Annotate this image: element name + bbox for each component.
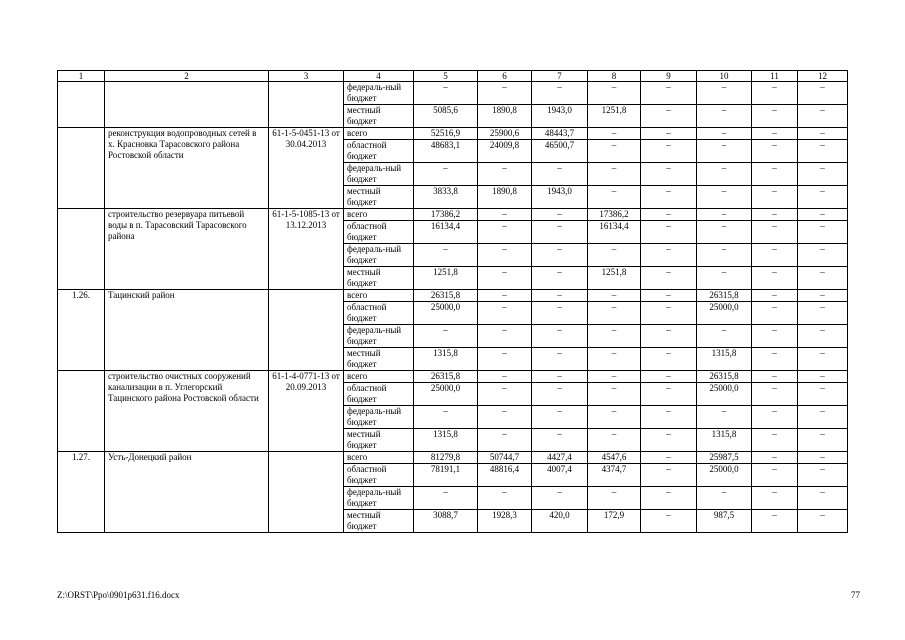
expertise-code: 61-1-5-0451-13 от 30.04.2013: [269, 128, 344, 209]
amount-cell: –: [641, 267, 697, 290]
amount-cell: 26315,8: [697, 290, 752, 302]
amount-cell: –: [798, 105, 848, 128]
funding-source-label: федераль-ный бюджет: [344, 406, 414, 429]
amount-cell: –: [414, 163, 478, 186]
amount-cell: 25000,0: [697, 464, 752, 487]
table-row: [58, 452, 848, 464]
amount-cell: –: [697, 82, 752, 105]
amount-cell: –: [478, 371, 532, 383]
amount-cell: –: [532, 429, 588, 452]
amount-cell: 25000,0: [697, 383, 752, 406]
amount-cell: 4547,6: [588, 452, 641, 464]
amount-cell: –: [697, 186, 752, 209]
amount-cell: 1315,8: [414, 348, 478, 371]
amount-cell: –: [478, 163, 532, 186]
amount-cell: –: [752, 128, 798, 140]
amount-cell: –: [588, 406, 641, 429]
amount-cell: 1928,3: [478, 510, 532, 533]
amount-cell: –: [752, 221, 798, 244]
column-header: 12: [798, 71, 848, 82]
funding-source-label: всего: [344, 290, 414, 302]
amount-cell: –: [752, 82, 798, 105]
funding-source-label: федераль-ный бюджет: [344, 244, 414, 267]
amount-cell: –: [798, 452, 848, 464]
amount-cell: –: [588, 140, 641, 163]
amount-cell: 26315,8: [414, 290, 478, 302]
amount-cell: –: [798, 429, 848, 452]
amount-cell: –: [752, 105, 798, 128]
amount-cell: –: [641, 383, 697, 406]
amount-cell: –: [641, 429, 697, 452]
column-header: 11: [752, 71, 798, 82]
amount-cell: –: [752, 186, 798, 209]
amount-cell: –: [588, 290, 641, 302]
funding-source-label: областной бюджет: [344, 383, 414, 406]
column-header: 10: [697, 71, 752, 82]
amount-cell: –: [588, 348, 641, 371]
table-body: [58, 71, 848, 533]
amount-cell: –: [414, 325, 478, 348]
amount-cell: –: [798, 267, 848, 290]
amount-cell: –: [588, 302, 641, 325]
amount-cell: –: [752, 348, 798, 371]
amount-cell: –: [478, 325, 532, 348]
amount-cell: –: [588, 128, 641, 140]
amount-cell: 4427,4: [532, 452, 588, 464]
amount-cell: –: [532, 302, 588, 325]
amount-cell: –: [532, 244, 588, 267]
amount-cell: 1943,0: [532, 186, 588, 209]
amount-cell: –: [641, 105, 697, 128]
amount-cell: 1251,8: [414, 267, 478, 290]
object-name: [105, 82, 269, 128]
amount-cell: –: [798, 186, 848, 209]
amount-cell: –: [697, 487, 752, 510]
table-row: [58, 371, 848, 383]
amount-cell: –: [588, 383, 641, 406]
amount-cell: 1315,8: [697, 348, 752, 371]
amount-cell: –: [697, 128, 752, 140]
amount-cell: –: [752, 209, 798, 221]
amount-cell: 5085,6: [414, 105, 478, 128]
amount-cell: –: [798, 82, 848, 105]
amount-cell: –: [798, 325, 848, 348]
amount-cell: –: [697, 105, 752, 128]
amount-cell: –: [478, 209, 532, 221]
funding-source-label: всего: [344, 452, 414, 464]
amount-cell: –: [697, 163, 752, 186]
amount-cell: 25000,0: [697, 302, 752, 325]
amount-cell: –: [532, 348, 588, 371]
amount-cell: –: [588, 429, 641, 452]
funding-source-label: федераль-ный бюджет: [344, 325, 414, 348]
column-header: 5: [414, 71, 478, 82]
amount-cell: 50744,7: [478, 452, 532, 464]
expertise-code: [269, 82, 344, 128]
amount-cell: 3833,8: [414, 186, 478, 209]
amount-cell: –: [532, 487, 588, 510]
amount-cell: –: [641, 140, 697, 163]
amount-cell: –: [752, 290, 798, 302]
document-path: Z:\ORST\Ppo\0901p631.f16.docx: [57, 590, 180, 600]
amount-cell: 420,0: [532, 510, 588, 533]
expertise-code: [269, 452, 344, 533]
amount-cell: 81279,8: [414, 452, 478, 464]
funding-source-label: федераль-ный бюджет: [344, 163, 414, 186]
amount-cell: 172,9: [588, 510, 641, 533]
amount-cell: –: [641, 290, 697, 302]
amount-cell: –: [697, 140, 752, 163]
funding-source-label: местный бюджет: [344, 105, 414, 128]
amount-cell: 25900,6: [478, 128, 532, 140]
amount-cell: 987,5: [697, 510, 752, 533]
page-number: 77: [851, 590, 860, 600]
amount-cell: 16134,4: [588, 221, 641, 244]
column-number-row: [58, 71, 848, 82]
amount-cell: –: [798, 128, 848, 140]
column-header: 7: [532, 71, 588, 82]
amount-cell: –: [697, 209, 752, 221]
funding-source-label: федераль-ный бюджет: [344, 82, 414, 105]
amount-cell: –: [478, 267, 532, 290]
amount-cell: 1251,8: [588, 267, 641, 290]
column-header: 1: [58, 71, 105, 82]
item-number: [58, 82, 105, 128]
amount-cell: –: [752, 371, 798, 383]
amount-cell: –: [532, 325, 588, 348]
amount-cell: –: [697, 221, 752, 244]
amount-cell: 48443,7: [532, 128, 588, 140]
table-row: [58, 82, 848, 105]
amount-cell: –: [641, 209, 697, 221]
amount-cell: –: [478, 348, 532, 371]
amount-cell: –: [798, 464, 848, 487]
amount-cell: 26315,8: [414, 371, 478, 383]
amount-cell: 4374,7: [588, 464, 641, 487]
amount-cell: –: [697, 244, 752, 267]
amount-cell: –: [478, 82, 532, 105]
amount-cell: –: [641, 348, 697, 371]
amount-cell: 24009,8: [478, 140, 532, 163]
object-name: реконструкция водопроводных сетей в х. Красновка Тарасовского района Ростовской области: [105, 128, 269, 209]
funding-source-label: местный бюджет: [344, 348, 414, 371]
column-header: 4: [344, 71, 414, 82]
column-header: 8: [588, 71, 641, 82]
funding-source-label: всего: [344, 209, 414, 221]
column-header: 9: [641, 71, 697, 82]
amount-cell: –: [752, 244, 798, 267]
amount-cell: 25987,5: [697, 452, 752, 464]
amount-cell: –: [588, 325, 641, 348]
amount-cell: –: [752, 163, 798, 186]
amount-cell: –: [588, 163, 641, 186]
amount-cell: 52516,9: [414, 128, 478, 140]
amount-cell: –: [752, 140, 798, 163]
amount-cell: –: [798, 487, 848, 510]
amount-cell: –: [532, 371, 588, 383]
amount-cell: –: [478, 221, 532, 244]
amount-cell: –: [641, 244, 697, 267]
item-number: [58, 209, 105, 290]
amount-cell: 3088,7: [414, 510, 478, 533]
amount-cell: –: [697, 267, 752, 290]
expertise-code: 61-1-5-1085-13 от 13.12.2013: [269, 209, 344, 290]
amount-cell: –: [478, 302, 532, 325]
funding-source-label: всего: [344, 128, 414, 140]
amount-cell: –: [641, 510, 697, 533]
amount-cell: 1890,8: [478, 105, 532, 128]
amount-cell: –: [414, 487, 478, 510]
amount-cell: 25000,0: [414, 383, 478, 406]
amount-cell: –: [798, 244, 848, 267]
amount-cell: 4007,4: [532, 464, 588, 487]
amount-cell: –: [478, 429, 532, 452]
funding-source-label: местный бюджет: [344, 429, 414, 452]
amount-cell: –: [478, 406, 532, 429]
amount-cell: –: [478, 290, 532, 302]
item-number: 1.26.: [58, 290, 105, 371]
funding-source-label: всего: [344, 371, 414, 383]
column-header: 6: [478, 71, 532, 82]
table-row: [58, 290, 848, 302]
table-row: [58, 209, 848, 221]
amount-cell: –: [798, 140, 848, 163]
funding-source-label: областной бюджет: [344, 302, 414, 325]
amount-cell: 46500,7: [532, 140, 588, 163]
amount-cell: 1251,8: [588, 105, 641, 128]
amount-cell: –: [532, 267, 588, 290]
amount-cell: –: [532, 290, 588, 302]
amount-cell: –: [641, 82, 697, 105]
amount-cell: –: [752, 267, 798, 290]
expertise-code: [269, 290, 344, 371]
amount-cell: –: [798, 209, 848, 221]
object-name: Тацинский район: [105, 290, 269, 371]
amount-cell: 16134,4: [414, 221, 478, 244]
amount-cell: 17386,2: [588, 209, 641, 221]
amount-cell: –: [588, 82, 641, 105]
amount-cell: –: [752, 325, 798, 348]
amount-cell: 48816,4: [478, 464, 532, 487]
funding-source-label: областной бюджет: [344, 221, 414, 244]
amount-cell: –: [588, 244, 641, 267]
amount-cell: –: [478, 383, 532, 406]
amount-cell: –: [752, 406, 798, 429]
amount-cell: 1315,8: [697, 429, 752, 452]
object-name: строительство очистных сооружений канализации в п. Углегорский Тацинского района Ростовской области: [105, 371, 269, 452]
amount-cell: –: [697, 325, 752, 348]
amount-cell: –: [532, 383, 588, 406]
amount-cell: –: [641, 163, 697, 186]
amount-cell: –: [641, 186, 697, 209]
amount-cell: –: [641, 452, 697, 464]
funding-source-label: местный бюджет: [344, 186, 414, 209]
table-row: [58, 128, 848, 140]
budget-table: [57, 70, 848, 533]
amount-cell: –: [478, 244, 532, 267]
amount-cell: –: [588, 371, 641, 383]
amount-cell: 1890,8: [478, 186, 532, 209]
amount-cell: –: [798, 371, 848, 383]
amount-cell: 26315,8: [697, 371, 752, 383]
amount-cell: –: [532, 163, 588, 186]
amount-cell: –: [752, 510, 798, 533]
amount-cell: –: [641, 221, 697, 244]
amount-cell: –: [641, 487, 697, 510]
funding-source-label: федераль-ный бюджет: [344, 487, 414, 510]
object-name: строительство резервуара питьевой воды в п. Тарасовский Тарасовского района: [105, 209, 269, 290]
item-number: 1.27.: [58, 452, 105, 533]
amount-cell: –: [798, 302, 848, 325]
amount-cell: –: [414, 406, 478, 429]
amount-cell: –: [798, 163, 848, 186]
amount-cell: –: [532, 82, 588, 105]
amount-cell: –: [752, 452, 798, 464]
amount-cell: –: [641, 406, 697, 429]
object-name: Усть-Донецкий район: [105, 452, 269, 533]
amount-cell: –: [697, 406, 752, 429]
amount-cell: –: [798, 221, 848, 244]
amount-cell: 1315,8: [414, 429, 478, 452]
amount-cell: –: [414, 244, 478, 267]
amount-cell: –: [752, 429, 798, 452]
amount-cell: 78191,1: [414, 464, 478, 487]
amount-cell: –: [798, 383, 848, 406]
amount-cell: –: [798, 406, 848, 429]
amount-cell: –: [532, 209, 588, 221]
funding-source-label: областной бюджет: [344, 464, 414, 487]
amount-cell: –: [478, 487, 532, 510]
amount-cell: –: [752, 464, 798, 487]
amount-cell: –: [532, 221, 588, 244]
funding-source-label: местный бюджет: [344, 267, 414, 290]
amount-cell: 1943,0: [532, 105, 588, 128]
amount-cell: –: [752, 383, 798, 406]
amount-cell: –: [641, 464, 697, 487]
amount-cell: –: [641, 325, 697, 348]
amount-cell: 25000,0: [414, 302, 478, 325]
amount-cell: –: [641, 371, 697, 383]
amount-cell: –: [532, 406, 588, 429]
item-number: [58, 371, 105, 452]
amount-cell: –: [641, 128, 697, 140]
column-header: 3: [269, 71, 344, 82]
amount-cell: –: [798, 290, 848, 302]
expertise-code: 61-1-4-0771-13 от 20.09.2013: [269, 371, 344, 452]
amount-cell: –: [588, 487, 641, 510]
amount-cell: –: [752, 487, 798, 510]
column-header: 2: [105, 71, 269, 82]
amount-cell: –: [414, 82, 478, 105]
amount-cell: –: [588, 186, 641, 209]
funding-source-label: областной бюджет: [344, 140, 414, 163]
amount-cell: –: [641, 302, 697, 325]
amount-cell: –: [798, 348, 848, 371]
amount-cell: 48683,1: [414, 140, 478, 163]
amount-cell: –: [752, 302, 798, 325]
amount-cell: 17386,2: [414, 209, 478, 221]
amount-cell: –: [798, 510, 848, 533]
item-number: [58, 128, 105, 209]
funding-source-label: местный бюджет: [344, 510, 414, 533]
